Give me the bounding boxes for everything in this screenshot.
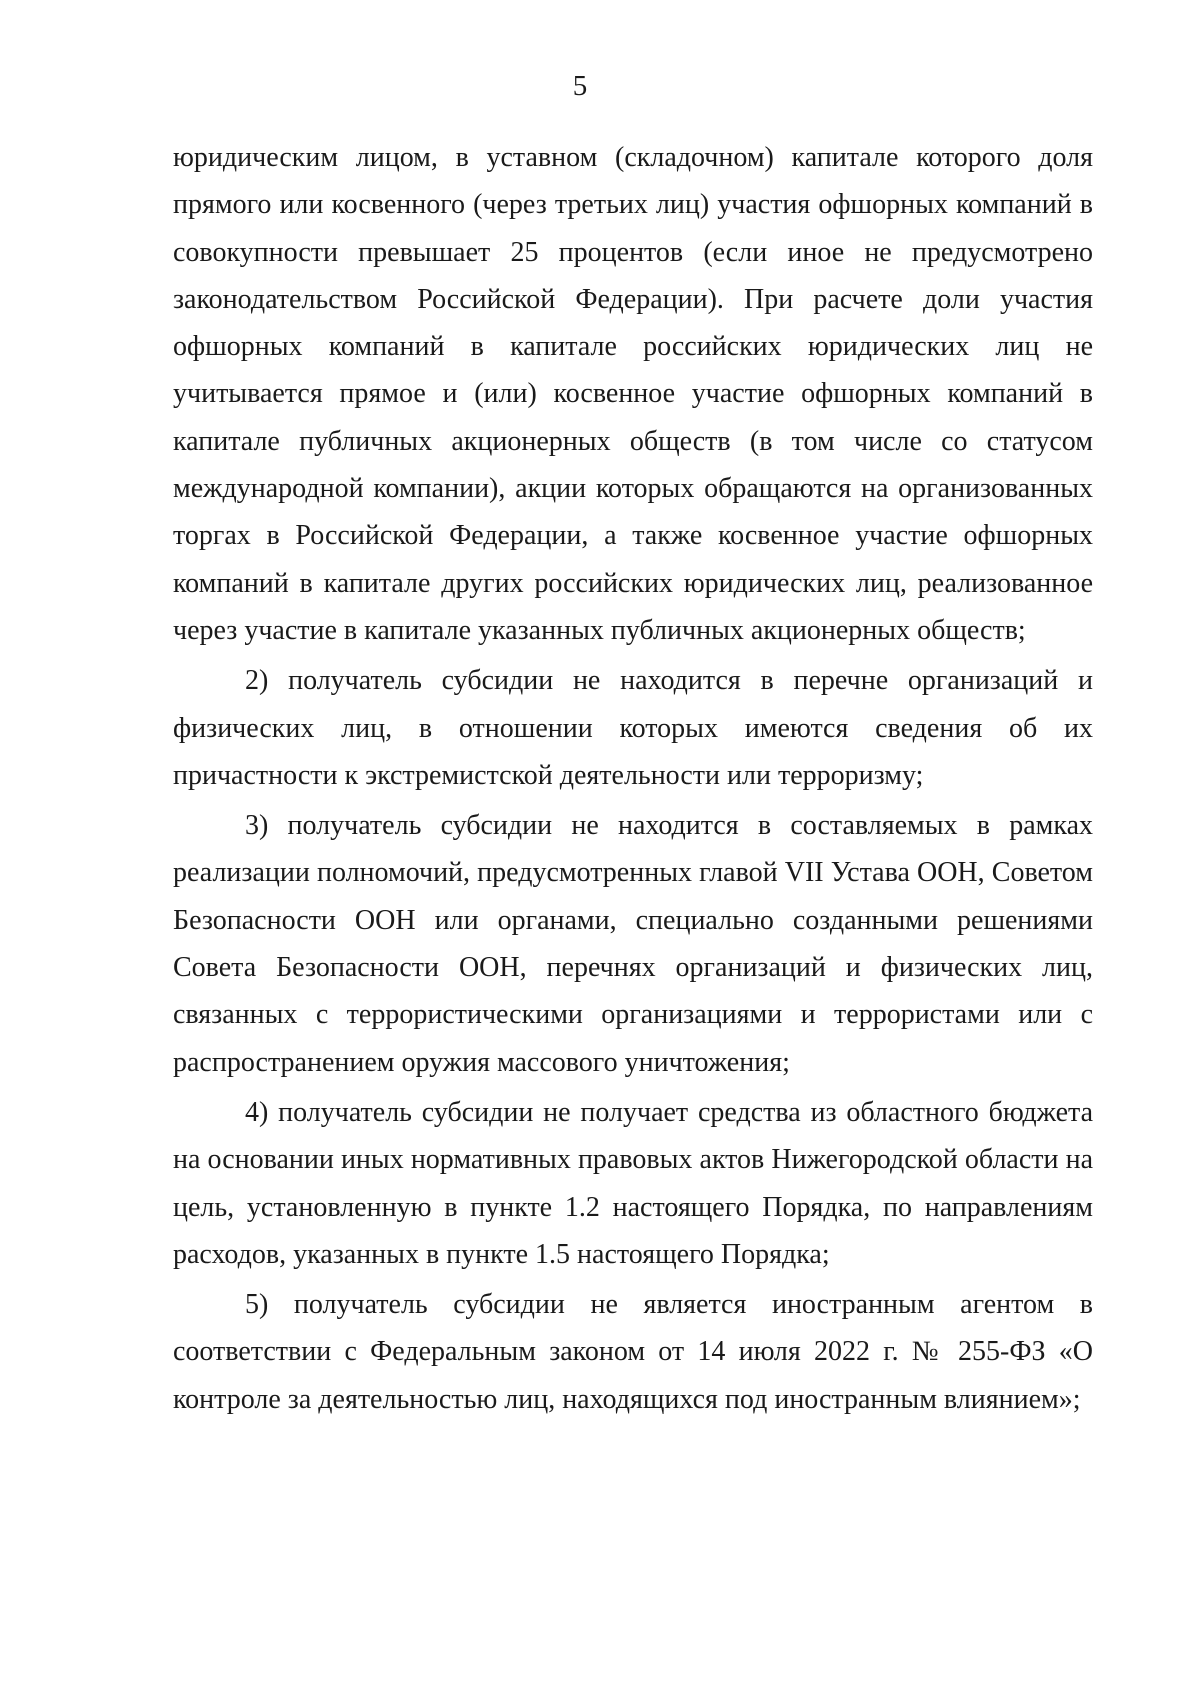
paragraph-item-4: 4) получатель субсидии не получает средства из областного бюджета на основании иных нормативных правовых актов Нижегородской области на цель, установленную в пункте 1.2 настоящего Порядка, по направлениям расходов, указанных в пункте 1.5 настоящего Порядка; bbox=[173, 1096, 1093, 1270]
paragraph-item-3: 3) получатель субсидии не находится в составляемых в рамках реализации полномочий, предусмотренных главой VII Устава ООН, Советом Безопасности ООН или органами, специально созданными решениями Совета Безопасности ООН, перечнях организаций и физических лиц, связанных с террористическими организациями и террористами или с распространением оружия массового уничтожения; bbox=[173, 810, 1093, 1078]
paragraph-item-2: 2) получатель субсидии не находится в перечне организаций и физических лиц, в отношении которых имеются сведения об их причастности к экстремистской деятельности или терроризму; bbox=[173, 665, 1093, 791]
paragraph-item-5: 5) получатель субсидии не является иностранным агентом в соответствии с Федеральным законом от 14 июля 2022 г. № 255-ФЗ «О контроле за деятельностью лиц, находящихся под иностранным влиянием»; bbox=[173, 1289, 1093, 1415]
document-body bbox=[173, 134, 1093, 1423]
paragraph-continuation: юридическим лицом, в уставном (складочном) капитале которого доля прямого или косвенного (через третьих лиц) участия офшорных компаний в совокупности превышает 25 процентов (если иное не предусмотрено законодательством Российской Федерации). При расчете доли участия офшорных компаний в капитале российских юридических лиц не учитывается прямое и (или) косвенное участие офшорных компаний в капитале публичных акционерных обществ (в том числе со статусом международной компании), акции которых обращаются на организованных торгах в Российской Федерации, а также косвенное участие офшорных компаний в капитале других российских юридических лиц, реализованное через участие в капитале указанных публичных акционерных обществ; bbox=[173, 142, 1093, 646]
page-number: 5 bbox=[572, 70, 588, 102]
